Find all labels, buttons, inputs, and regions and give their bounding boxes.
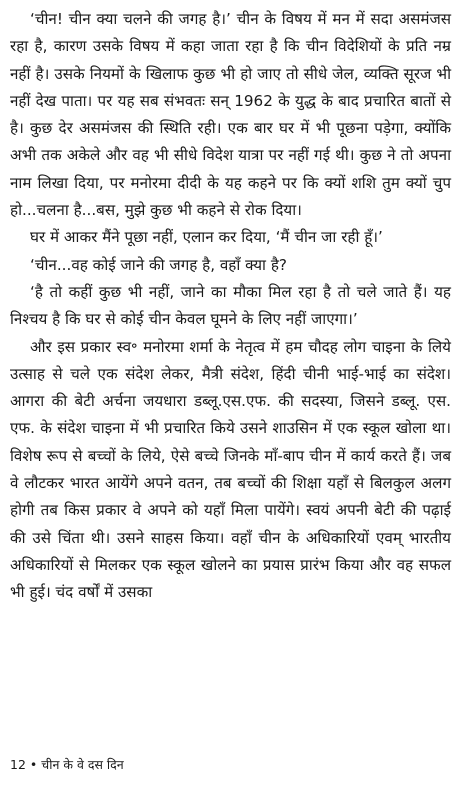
- paragraph-announcement: घर में आकर मैंने पूछा नहीं, एलान कर दिया, ‘मैं चीन जा रही हूँ।’: [30, 228, 383, 247]
- body-text: [10, 6, 451, 607]
- running-title: चीन के वे दस दिन: [41, 757, 124, 772]
- paragraph-china-uncertainty: ‘चीन! चीन क्या चलने की जगह है।’ चीन के विषय में मन में सदा असमंजस रहा है, कारण उसके विषय में कहा जाता रहा है कि चीन विदेशियों के प्रति नम्र नहीं है। उसके नियमों के खिलाफ कुछ भी हो जाए तो सीधे जेल, व्यक्ति सूरज भी नहीं देख पाता। पर यह सब संभवतः सन् 1962 के युद्ध के बाद प्रचारित बातों से है। कुछ देर असमंजस की स्थिति रही। एक बार घर में भी पूछना पड़ेगा, क्योंकि अभी तक अकेले और वह भी सीधे विदेश यात्रा पर नहीं गई थी। कुछ ने तो अपना नाम लिखा दिया, पर मनोरमा दीदी के यह कहने पर कि क्यों शशि तुम क्यों चुप हो...चलना है...बस, मुझे कुछ भी कहने से रोक दिया।: [10, 10, 451, 220]
- footer-bullet: •: [29, 757, 38, 772]
- paragraph-family-question: ‘चीन...वह कोई जाने की जगह है, वहाँ क्या है?: [30, 255, 287, 274]
- page-footer: [10, 757, 124, 773]
- paragraph-reply: ‘है तो कहीं कुछ भी नहीं, जाने का मौका मिल रहा है तो चले जाते हैं। यह निश्चय है कि घर से कोई चीन केवल घूमने के लिए नहीं जाएगा।’: [10, 282, 451, 329]
- page-number: 12: [10, 757, 26, 772]
- paragraph-delegation: और इस प्रकार स्व॰ मनोरमा शर्मा के नेतृत्व में हम चौदह लोग चाइना के लिये उत्साह से चले एक संदेश लेकर, मैत्री संदेश, हिंदी चीनी भाई-भाई का संदेश। आगरा की बेटी अर्चना जयधारा डब्लू.एस.एफ. की सदस्या, जिसने डब्लू. एस. एफ. के संदेश चाइना में भी प्रचारित किये उसने शाउसिन में एक स्कूल खोला था। विशेष रूप से बच्चों के लिये, ऐसे बच्चे जिनके माँ-बाप चीन में कार्य करते हैं। जब वे लौटकर भारत आयेंगे अपने वतन, तब बच्चों की शिक्षा यहाँ से बिलकुल अलग होगी तब किस प्रकार वे अपने को यहाँ मिला पायेंगे। स्वयं अपनी बेटी की पढ़ाई की उसे चिंता थी। उसने साहस किया। वहाँ चीन के अधिकारियों एवम् भारतीय अधिकारियों से मिलकर एक स्कूल खोलने का प्रयास प्रारंभ किया और वह सफल भी हुई। चंद वर्षों में उसका: [10, 337, 451, 602]
